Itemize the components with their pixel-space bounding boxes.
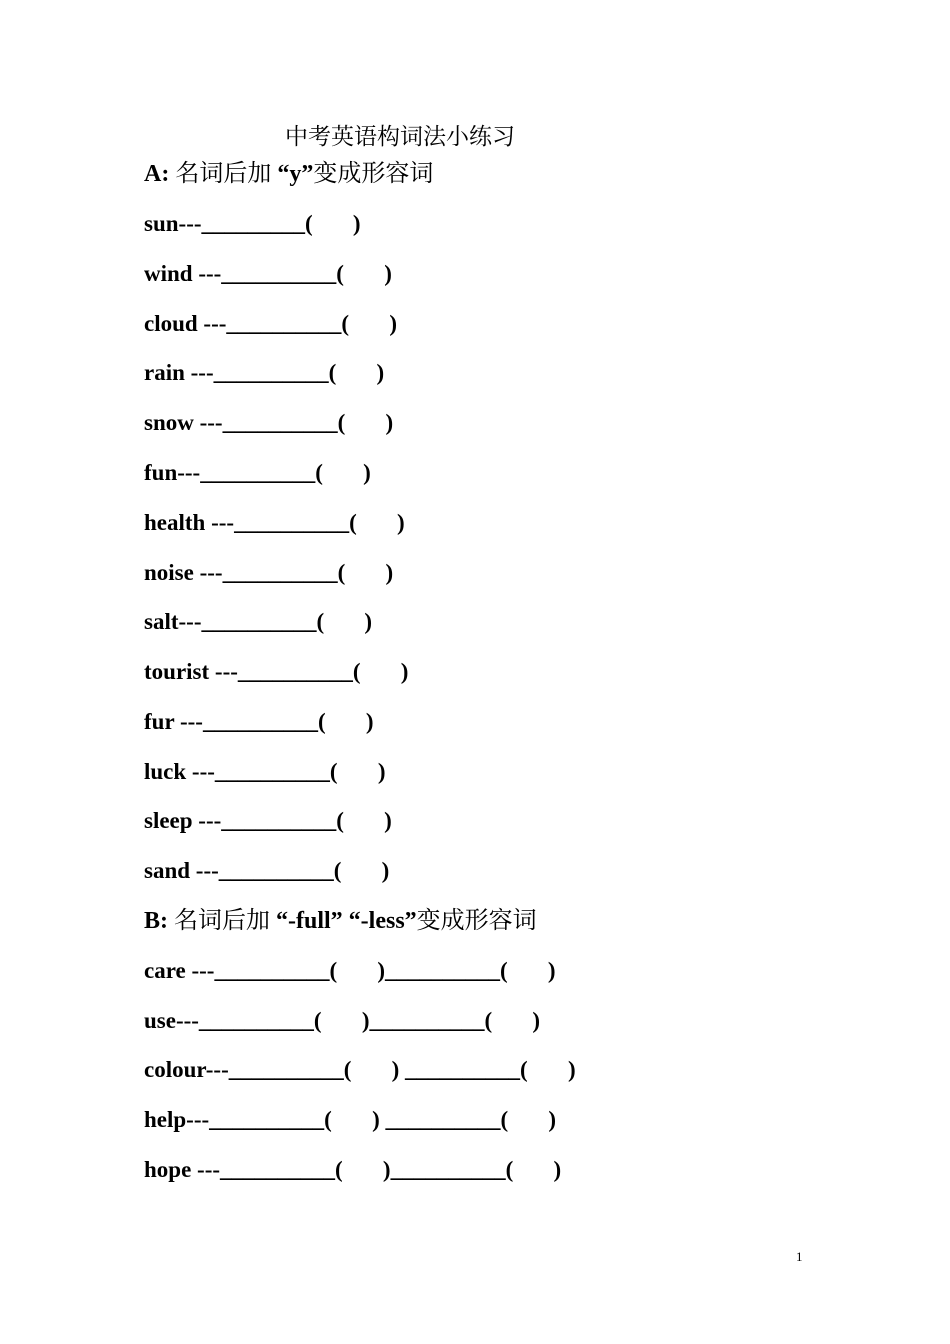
exercise-item-colour: colour---__________( ) __________( ) — [144, 1057, 576, 1082]
section-b-heading — [144, 906, 537, 936]
document-title: 中考英语构词法小练习 — [285, 124, 515, 149]
exercise-item-rain: rain ---__________( ) — [144, 360, 385, 385]
exercise-item-sleep: sleep ---__________( ) — [144, 808, 392, 833]
section-b-prefix: B: — [144, 908, 174, 934]
section-b-quoted: “-full” “-less” — [276, 908, 417, 934]
exercise-item-fun: fun---__________( ) — [144, 460, 371, 485]
exercise-item-fur: fur ---__________( ) — [144, 709, 374, 734]
exercise-item-hope: hope ---__________( )__________( ) — [144, 1157, 562, 1182]
page-number: 1 — [796, 1249, 803, 1264]
section-a-label-1: 名词后加 — [175, 161, 278, 187]
exercise-item-use: use---__________( )__________( ) — [144, 1008, 541, 1033]
exercise-item-noise: noise ---__________( ) — [144, 560, 394, 585]
section-a-heading — [144, 159, 433, 189]
exercise-item-sun: sun---_________( ) — [144, 211, 361, 236]
section-a-quoted: “y” — [277, 161, 314, 187]
section-b-label-1: 名词后加 — [174, 908, 276, 934]
exercise-item-help: help---__________( ) __________( ) — [144, 1107, 557, 1132]
exercise-item-snow: snow ---__________( ) — [144, 410, 394, 435]
section-a-prefix: A: — [144, 161, 176, 187]
exercise-item-luck: luck ---__________( ) — [144, 759, 386, 784]
section-a-label-2: 变成形容词 — [313, 161, 434, 187]
exercise-item-tourist: tourist ---__________( ) — [144, 659, 409, 684]
exercise-item-cloud: cloud ---__________( ) — [144, 311, 397, 336]
exercise-item-wind: wind ---__________( ) — [144, 261, 392, 286]
section-b-label-2: 变成形容词 — [416, 908, 537, 934]
exercise-item-sand: sand ---__________( ) — [144, 858, 390, 883]
exercise-item-salt: salt---__________( ) — [144, 609, 373, 634]
exercise-item-care: care ---__________( )__________( ) — [144, 958, 556, 983]
exercise-item-health: health ---__________( ) — [144, 510, 405, 535]
